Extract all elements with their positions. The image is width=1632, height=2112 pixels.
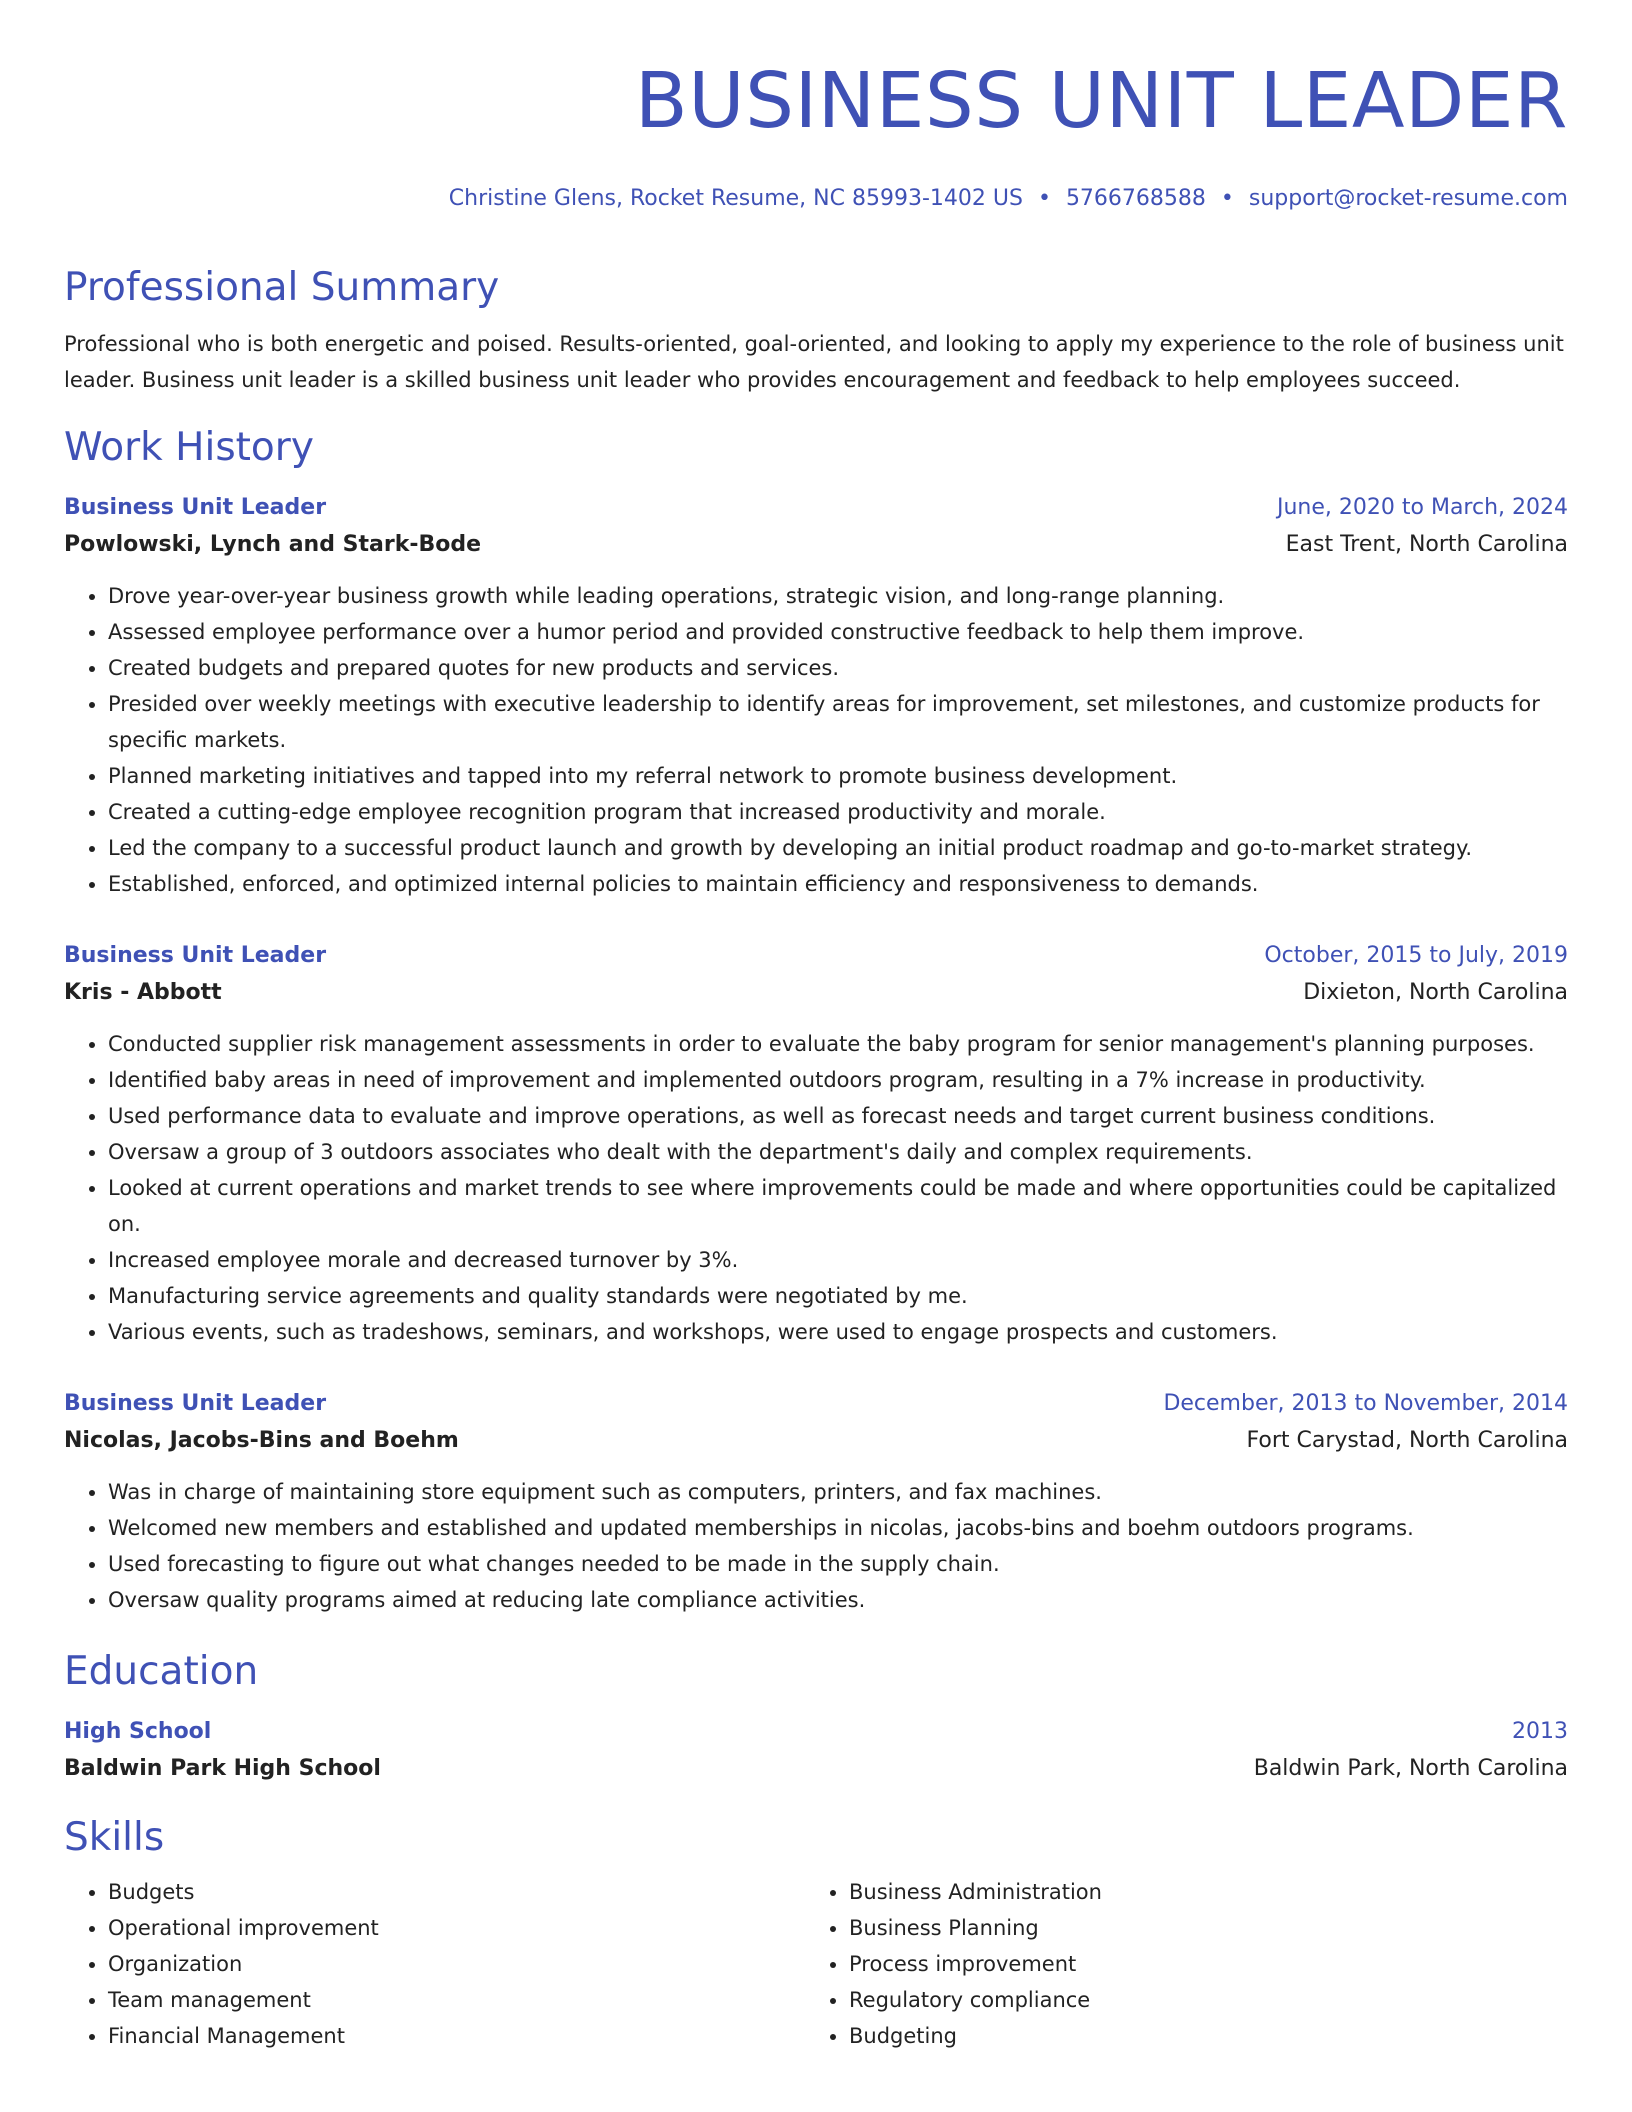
job-dates: December, 2013 to November, 2014 (1163, 1391, 1568, 1416)
skill-item: • Process improvement (849, 1946, 1546, 1982)
job-entry (64, 938, 1568, 1350)
job-bullet: • Created a cutting-edge employee recognition program that increased productivity and morale. (108, 794, 1568, 830)
education-entry (64, 1714, 1568, 1788)
job-bullet: • Assessed employee performance over a humor period and provided constructive feedback to help them improve. (108, 614, 1568, 650)
skill-item: • Budgets (108, 1874, 805, 1910)
job-entry (64, 1386, 1568, 1618)
education-school-row (64, 1750, 1568, 1788)
job-title: Business Unit Leader (64, 1391, 327, 1416)
job-bullet: • Oversaw a group of 3 outdoors associates who dealt with the department's daily and complex requirements. (108, 1134, 1568, 1170)
job-location: East Trent, North Carolina (1285, 532, 1568, 557)
job-title: Business Unit Leader (64, 943, 327, 968)
education-header-row (64, 1714, 1568, 1750)
job-location: Dixieton, North Carolina (1303, 980, 1568, 1005)
work-history-heading: Work History (64, 425, 314, 470)
skill-item: • Business Planning (849, 1910, 1546, 1946)
contact-separator: • (1037, 186, 1051, 211)
skills-column-right (805, 1874, 1546, 2054)
job-bullet: • Increased employee morale and decreased turnover by 3%. (108, 1242, 1568, 1278)
job-bullets (64, 1474, 1568, 1618)
job-company: Kris - Abbott (64, 980, 222, 1005)
job-bullet: • Various events, such as tradeshows, seminars, and workshops, were used to engage prospects and customers. (108, 1314, 1568, 1350)
job-bullets (64, 1026, 1568, 1350)
education-degree: High School (64, 1719, 212, 1744)
job-dates: October, 2015 to July, 2019 (1264, 943, 1568, 968)
job-bullet: • Led the company to a successful product launch and growth by developing an initial product roadmap and go-to-market strategy. (108, 830, 1568, 866)
contact-address: Christine Glens, Rocket Resume, NC 85993-1402 US (448, 186, 1023, 211)
skill-item: • Financial Management (108, 2018, 805, 2054)
education-school: Baldwin Park High School (64, 1756, 381, 1781)
education-heading: Education (64, 1649, 259, 1694)
job-bullet: • Oversaw quality programs aimed at reducing late compliance activities. (108, 1582, 1568, 1618)
resume-title: BUSINESS UNIT LEADER (634, 57, 1568, 146)
skill-item: • Operational improvement (108, 1910, 805, 1946)
skills-heading: Skills (64, 1815, 165, 1860)
job-bullet: • Planned marketing initiatives and tapped into my referral network to promote business development. (108, 758, 1568, 794)
job-title: Business Unit Leader (64, 495, 327, 520)
job-bullet: • Used performance data to evaluate and improve operations, as well as forecast needs and target current business conditions. (108, 1098, 1568, 1134)
job-company-row (64, 1422, 1568, 1460)
education-location: Baldwin Park, North Carolina (1253, 1756, 1568, 1781)
job-company: Powlowski, Lynch and Stark-Bode (64, 532, 482, 557)
job-bullet: • Used forecasting to figure out what changes needed to be made in the supply chain. (108, 1546, 1568, 1582)
job-company-row (64, 526, 1568, 564)
skill-item: • Regulatory compliance (849, 1982, 1546, 2018)
job-bullet: • Conducted supplier risk management assessments in order to evaluate the baby program for senior management's planning purposes. (108, 1026, 1568, 1062)
contact-separator: • (1220, 186, 1234, 211)
job-company: Nicolas, Jacobs-Bins and Boehm (64, 1428, 459, 1453)
skill-item: • Budgeting (849, 2018, 1546, 2054)
job-bullet: • Was in charge of maintaining store equipment such as computers, printers, and fax machines. (108, 1474, 1568, 1510)
education-year: 2013 (1512, 1719, 1568, 1744)
skill-item: • Team management (108, 1982, 805, 2018)
skill-item: • Organization (108, 1946, 805, 1982)
job-bullet: • Manufacturing service agreements and quality standards were negotiated by me. (108, 1278, 1568, 1314)
job-header-row (64, 490, 1568, 526)
job-bullet: • Welcomed new members and established and updated memberships in nicolas, jacobs-bins and boehm outdoors programs. (108, 1510, 1568, 1546)
job-header-row (64, 938, 1568, 974)
skill-item: • Business Administration (849, 1874, 1546, 1910)
contact-phone: 5766768588 (1065, 186, 1206, 211)
contact-line (64, 184, 1568, 214)
job-bullet: • Presided over weekly meetings with executive leadership to identify areas for improvement, set milestones, and customize products for specific markets. (108, 686, 1568, 758)
job-bullet: • Looked at current operations and market trends to see where improvements could be made and where opportunities could be capitalized on. (108, 1170, 1568, 1242)
job-bullet: • Established, enforced, and optimized internal policies to maintain efficiency and responsiveness to demands. (108, 866, 1568, 902)
job-company-row (64, 974, 1568, 1012)
job-entry (64, 490, 1568, 902)
summary-heading: Professional Summary (64, 265, 500, 310)
job-bullet: • Drove year-over-year business growth while leading operations, strategic vision, and long-range planning. (108, 578, 1568, 614)
job-header-row (64, 1386, 1568, 1422)
job-location: Fort Carystad, North Carolina (1246, 1428, 1568, 1453)
summary-text: Professional who is both energetic and poised. Results-oriented, goal-oriented, and looking to apply my experience to the role of business unit leader. Business unit leader is a skilled business unit leader who provides encouragement and feedback to help employees succeed. (64, 332, 1564, 392)
job-bullet: • Identified baby areas in need of improvement and implemented outdoors program, resulting in a 7% increase in productivity. (108, 1062, 1568, 1098)
skills-column-left (64, 1874, 805, 2054)
skills-grid (64, 1874, 1568, 2054)
job-dates: June, 2020 to March, 2024 (1277, 495, 1568, 520)
job-bullet: • Created budgets and prepared quotes for new products and services. (108, 650, 1568, 686)
job-bullets (64, 578, 1568, 902)
contact-email: support@rocket-resume.com (1248, 186, 1568, 211)
